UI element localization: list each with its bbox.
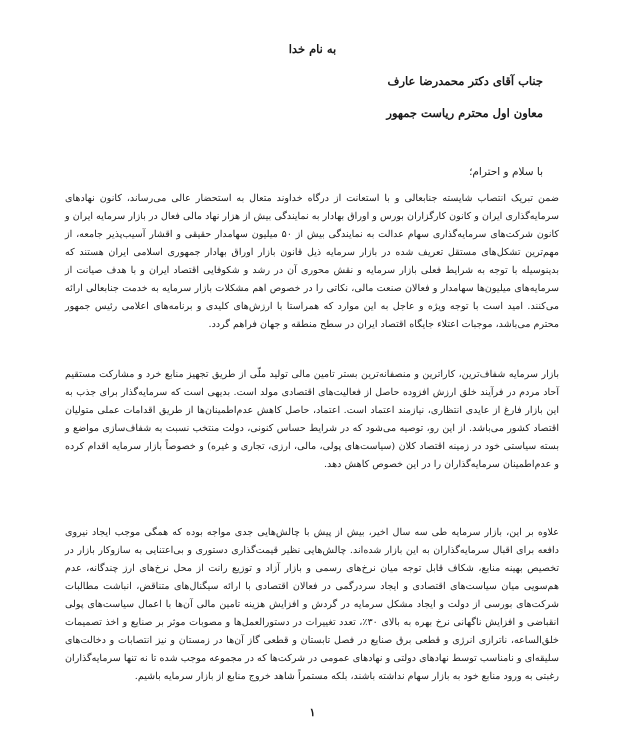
paragraph-intro: ضمن تبریک انتصاب شایسته جنابعالی و با استعانت از درگاه خداوند متعال به استحضار عالی می‌رساند، کانون نهادهای سرمایه‌گذاری ایران و کانون کارگزاران بورس و اوراق بهادار به نمایندگی بیش از هزار نهاد مالی فعال در بازار سرمایه ایران و کانون شرکت‌های سرمایه‌گذاری سهام عدالت به نمایندگی بیش از ۵۰ میلیون سهامدار حقیقی و اقشار آسیب‌پذیر جامعه، از مهم‌ترین تشکل‌های مستقل تعریف شده در بازار سرمایه ذیل قانون بازار اوراق بهادار جمهوری اسلامی ایران هستند که بدینوسیله با توجه به شرایط فعلی بازار سرمایه و نقش محوری آن در رشد و شکوفایی اقتصاد ایران و با هدف صیانت از سرمایه‌های میلیون‌ها سهامدار و فعالان صنعت مالی، نکاتی را در خصوص اهم مشکلات بازار سرمایه به خدمت جنابعالی ارائه می‌کنند. امید است با توجه ویژه و عاجل به این موارد که همراستا با ارزش‌های کلیدی و برنامه‌های اعلامی رئیس جمهور محترم می‌باشد، موجبات اعتلاء جایگاه اقتصاد ایران در سطح منطقه و جهان فراهم گردد. [65,193,559,330]
paragraph-challenges: علاوه بر این، بازار سرمایه طی سه سال اخیر، بیش از پیش با چالش‌هایی جدی مواجه بوده که همگی موجب ایجاد نیروی دافعه برای اقبال سرمایه‌گذاران به این بازار شده‌اند. چالش‌هایی نظیر قیمت‌گذاری دستوری و بی‌اعتنایی به سازوکار بازار در تخصیص بهینه منابع، شکاف قابل توجه میان نرخ‌های رسمی و بازار آزاد و توزیع رانت از محل نرخ‌های ارز چندگانه، عدم هم‌سویی میان سیاست‌های اقتصادی و ایجاد سردرگمی در فعالان اقتصادی با ارائه سیگنال‌های متناقض، انباشت مطالبات شرکت‌های بورسی از دولت و ایجاد مشکل سرمایه در گردش و افزایش هزینه تامین مالی آن‌ها با اعمال سیاست‌های پولی انقباضی و افزایش ناگهانی نرخ بهره به بالای ۳۰٪، تعدد تغییرات در دستورالعمل‌ها و مصوبات موثر بر صنایع و اخذ تصمیمات خلق‌الساعه، ناترازی انرژی و قطعی برق صنایع در فصل تابستان و قطعی گاز آن‌ها در زمستان و نیز انتصابات و دخالت‌های سلیقه‌ای و نامناسب توسط نهادهای دولتی و نهادهای عمومی در شرکت‌ها که در مجموعه موجب شده تا نه تنها سرمایه‌گذاران رغبتی به ورود منابع خود به بازار سهام نداشته باشند، بلکه مستمراً شاهد خروج منابع از بازار سرمایه باشیم. [65,527,560,682]
paragraph-capital-market: بازار سرمایه شفاف‌ترین، کاراترین و منصفانه‌ترین بستر تامین مالی تولید ملّی از طریق تجهیز منابع خرد و مشارکت مستقیم آحاد مردم در فرآیند خلق ارزش افزوده حاصل از فعالیت‌های اقتصادی مولد است. بدیهی است که سرمایه‌گذار برای جذب به این بازار فارغ از عایدی انتظاری، نیازمند اعتماد است. اعتماد، حاصل کاهش عدم‌اطمینان‌ها از طریق اقدامات عملی متولیان اقتصاد کشور می‌باشد. از این رو، توصیه می‌شود که در شرایط حساس کنونی، دولت منتخب نسبت به شفاف‌سازی مواضع و بسته سیاستی خود در زمینه اقتصاد کلان (سیاست‌های پولی، مالی، ارزی، تجاری و غیره) و خصوصاً بازار سرمایه اقدام کرده و عدم‌اطمینان سرمایه‌گذاران را در این خصوص کاهش دهد. [65,369,559,470]
greeting: با سلام و احترام؛ [469,166,543,178]
recipient-title: معاون اول محترم ریاست جمهور [386,106,543,120]
recipient-name: جناب آقای دکتر محمدرضا عارف [387,74,543,88]
page-number: ۱ [309,706,316,719]
letter-heading: به نام خدا [288,42,337,56]
